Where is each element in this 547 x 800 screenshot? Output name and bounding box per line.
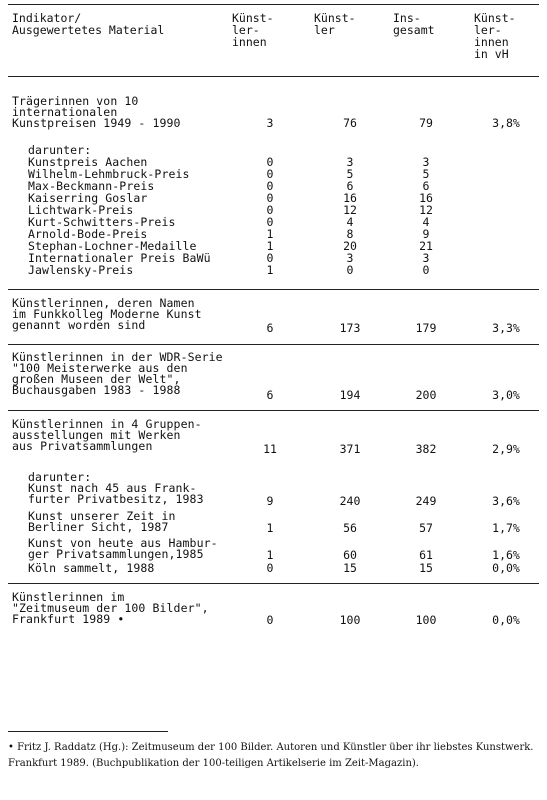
cell-women: 0 — [266, 155, 274, 169]
row-label: Stephan-Lochner-Medaille — [28, 239, 197, 253]
row-label: Kaiserring Goslar — [28, 191, 148, 205]
cell-total: 16 — [419, 191, 433, 205]
cell-men: 173 — [339, 321, 361, 335]
cell-women: 0 — [266, 561, 274, 575]
cell-men: 194 — [339, 388, 361, 402]
row-label: Trägerinnen von 10 internationalen Kunstpreisen 1949 - 1990 — [12, 94, 181, 130]
cell-total: 9 — [422, 227, 430, 241]
header-vh: Künst- ler- innen in vH — [474, 11, 516, 61]
cell-men: 60 — [343, 548, 357, 562]
row-label: Max-Beckmann-Preis — [28, 179, 155, 193]
header-indicator: Indikator/ Ausgewertetes Material — [12, 11, 165, 37]
cell-men: 20 — [343, 239, 357, 253]
section-rule — [8, 410, 539, 411]
row-label: Kurt-Schwitters-Preis — [28, 215, 176, 229]
section-rule — [8, 344, 539, 345]
section-rule — [8, 583, 539, 584]
row-label: Köln sammelt, 1988 — [28, 561, 155, 575]
row-label: Arnold-Bode-Preis — [28, 227, 148, 241]
header-kuenstler: Künst- ler — [314, 11, 356, 37]
cell-women: 0 — [266, 215, 274, 229]
cell-total: 15 — [419, 561, 433, 575]
cell-women: 0 — [266, 191, 274, 205]
cell-women: 6 — [266, 321, 274, 335]
cell-total: 382 — [415, 442, 437, 456]
cell-men: 4 — [346, 215, 354, 229]
cell-total: 3 — [422, 155, 430, 169]
header-kuenstlerinnen: Künst- ler- innen — [232, 11, 274, 49]
footnote: • Fritz J. Raddatz (Hg.): Zeitmuseum der 100 Bilder. Autoren und Künstler über ihr liebstes Kunstwerk. Frankfurt 1989. (Buchpublikation der 100-teiligen Artikelserie im Zeit-Magazin). — [8, 742, 534, 769]
cell-total: 5 — [422, 167, 430, 181]
row-label: darunter: Kunst nach 45 aus Frank- furter Privatbesitz, 1983 — [28, 470, 204, 506]
cell-total: 0 — [422, 263, 430, 277]
cell-percent: 1,7% — [492, 521, 520, 535]
cell-men: 3 — [346, 155, 354, 169]
cell-percent: 3,8% — [492, 116, 520, 130]
cell-men: 15 — [343, 561, 357, 575]
cell-men: 0 — [346, 263, 354, 277]
cell-women: 1 — [266, 239, 274, 253]
row-label: Internationaler Preis BaWü — [28, 251, 211, 265]
cell-men: 371 — [339, 442, 361, 456]
cell-men: 12 — [343, 203, 357, 217]
cell-women: 0 — [266, 203, 274, 217]
cell-total: 21 — [419, 239, 433, 253]
cell-percent: 0,0% — [492, 613, 520, 627]
header-rule — [8, 76, 539, 77]
cell-women: 6 — [266, 388, 274, 402]
cell-men: 56 — [343, 521, 357, 535]
cell-total: 3 — [422, 251, 430, 265]
cell-total: 57 — [419, 521, 433, 535]
cell-total: 6 — [422, 179, 430, 193]
cell-men: 5 — [346, 167, 354, 181]
row-label: Kunst von heute aus Hambur- ger Privatsammlungen,1985 — [28, 536, 218, 561]
cell-percent: 3,0% — [492, 388, 520, 402]
cell-total: 100 — [415, 613, 437, 627]
row-label: Kunstpreis Aachen — [28, 155, 148, 169]
cell-women: 0 — [266, 251, 274, 265]
top-rule — [8, 4, 539, 5]
cell-total: 61 — [419, 548, 433, 562]
cell-total: 249 — [415, 494, 437, 508]
row-label: Künstlerinnen, deren Namen im Funkkolleg Moderne Kunst genannt worden sind — [12, 296, 202, 332]
cell-women: 3 — [266, 116, 274, 130]
row-label: Künstlerinnen in 4 Gruppen- ausstellungen mit Werken aus Privatsammlungen — [12, 417, 202, 453]
cell-total: 200 — [415, 388, 437, 402]
row-label: Künstlerinnen in der WDR-Serie "100 Meisterwerke aus den großen Museen der Welt", Buchausgaben 1983 - 1988 — [12, 350, 223, 397]
cell-percent: 0,0% — [492, 561, 520, 575]
cell-women: 0 — [266, 179, 274, 193]
cell-women: 11 — [263, 442, 277, 456]
cell-women: 0 — [266, 167, 274, 181]
row-label: Kunst unserer Zeit in Berliner Sicht, 1987 — [28, 509, 176, 534]
cell-women: 0 — [266, 613, 274, 627]
row-label: Wilhelm-Lehmbruck-Preis — [28, 167, 190, 181]
cell-percent: 1,6% — [492, 548, 520, 562]
cell-total: 179 — [415, 321, 437, 335]
cell-percent: 3,3% — [492, 321, 520, 335]
cell-women: 1 — [266, 227, 274, 241]
cell-men: 100 — [339, 613, 361, 627]
row-label: Lichtwark-Preis — [28, 203, 134, 217]
row-label: Künstlerinnen im "Zeitmuseum der 100 Bilder", Frankfurt 1989 • — [12, 590, 209, 626]
cell-women: 1 — [266, 521, 274, 535]
cell-total: 12 — [419, 203, 433, 217]
row-label: Jawlensky-Preis — [28, 263, 134, 277]
row-label: darunter: — [28, 143, 92, 157]
cell-percent: 2,9% — [492, 442, 520, 456]
cell-men: 16 — [343, 191, 357, 205]
cell-total: 4 — [422, 215, 430, 229]
cell-women: 9 — [266, 494, 274, 508]
section-rule — [8, 289, 539, 290]
cell-men: 76 — [343, 116, 357, 130]
header-insgesamt: Ins- gesamt — [393, 11, 435, 37]
cell-men: 8 — [346, 227, 354, 241]
cell-percent: 3,6% — [492, 494, 520, 508]
cell-women: 1 — [266, 263, 274, 277]
cell-men: 6 — [346, 179, 354, 193]
cell-men: 3 — [346, 251, 354, 265]
cell-total: 79 — [419, 116, 433, 130]
cell-women: 1 — [266, 548, 274, 562]
footnote-rule — [8, 731, 168, 732]
cell-men: 240 — [339, 494, 361, 508]
